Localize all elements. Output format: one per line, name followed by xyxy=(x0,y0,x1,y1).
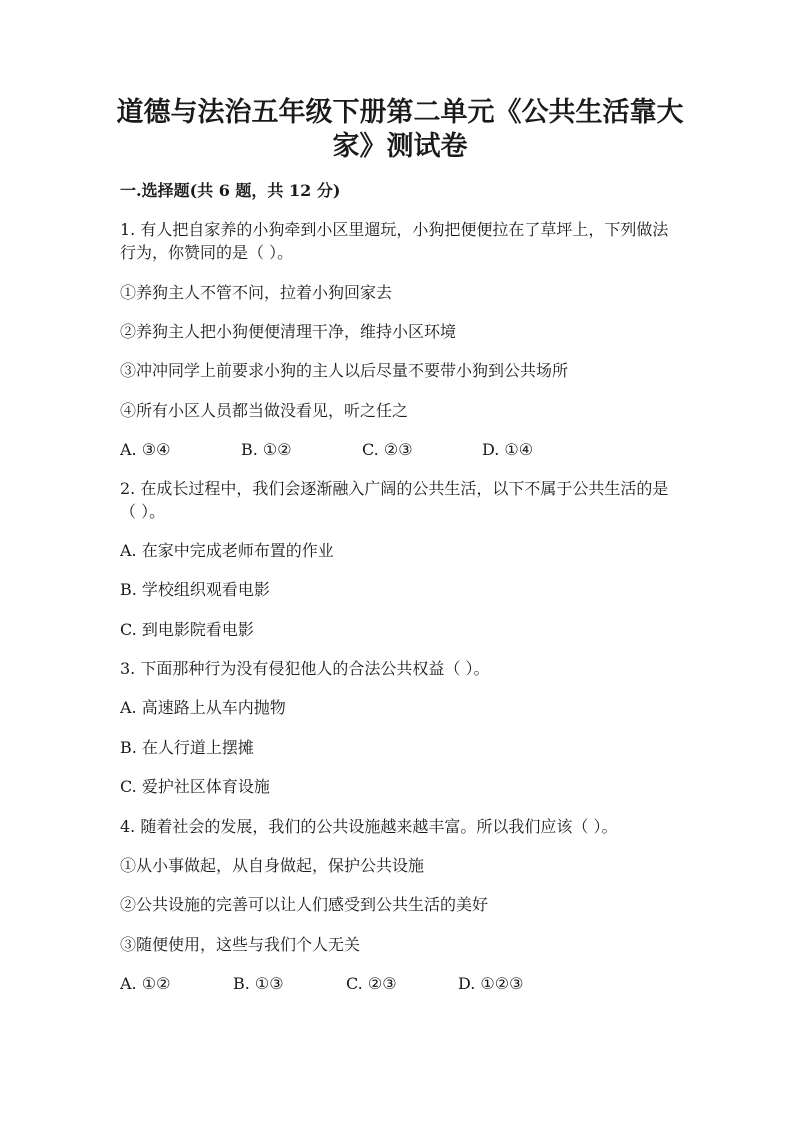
question-1-option-d[interactable]: D. ①④ xyxy=(482,440,534,459)
question-2-option-c[interactable]: C. 到电影院看电影 xyxy=(120,620,254,639)
question-4-option-a[interactable]: A. ①② xyxy=(120,974,171,993)
question-4-option-b[interactable]: B. ①③ xyxy=(233,974,284,993)
question-4-statement-1: ①从小事做起，从自身做起，保护公共设施 xyxy=(120,856,425,875)
question-1-statement-2: ②养狗主人把小狗便便清理干净，维持小区环境 xyxy=(120,322,457,341)
question-1-statement-4: ④所有小区人员都当做没看见，听之任之 xyxy=(120,401,409,420)
question-4-statement-3: ③随便使用，这些与我们个人无关 xyxy=(120,935,361,954)
question-2-option-b[interactable]: B. 学校组织观看电影 xyxy=(120,580,270,599)
question-4-option-d[interactable]: D. ①②③ xyxy=(458,974,524,993)
question-3-stem-line-1: 3. 下面那种行为没有侵犯他人的合法公共权益（ ）。 xyxy=(120,659,490,678)
question-1-option-a[interactable]: A. ③④ xyxy=(120,440,171,459)
question-4-stem-line-1: 4. 随着社会的发展，我们的公共设施越来越丰富。所以我们应该（ ）。 xyxy=(120,817,618,836)
section-heading: 一.选择题(共 6 题，共 12 分) xyxy=(120,181,341,200)
question-1-option-c[interactable]: C. ②③ xyxy=(362,440,413,459)
question-4-option-c[interactable]: C. ②③ xyxy=(346,974,397,993)
question-1-stem-line-1: 1. 有人把自家养的小狗牵到小区里遛玩，小狗把便便拉在了草坪上，下列做法 xyxy=(120,220,669,239)
question-2-option-a[interactable]: A. 在家中完成老师布置的作业 xyxy=(120,541,334,560)
question-1-option-b[interactable]: B. ①② xyxy=(241,440,292,459)
question-1-stem-line-2: 行为，你赞同的是（ ）。 xyxy=(120,243,294,262)
question-2-stem-line-2: （ ）。 xyxy=(120,502,166,521)
question-1-statement-1: ①养狗主人不管不问，拉着小狗回家去 xyxy=(120,283,393,302)
question-3-option-a[interactable]: A. 高速路上从车内抛物 xyxy=(120,698,286,717)
page-title-line-2: 家》测试卷 xyxy=(332,131,468,162)
question-3-option-c[interactable]: C. 爱护社区体育设施 xyxy=(120,777,270,796)
question-3-option-b[interactable]: B. 在人行道上摆摊 xyxy=(120,738,254,757)
question-1-statement-3: ③冲冲同学上前要求小狗的主人以后尽量不要带小狗到公共场所 xyxy=(120,361,569,380)
question-2-stem-line-1: 2. 在成长过程中，我们会逐渐融入广阔的公共生活，以下不属于公共生活的是 xyxy=(120,479,669,498)
question-4-statement-2: ②公共设施的完善可以让人们感受到公共生活的美好 xyxy=(120,895,489,914)
page-title-line-1: 道德与法治五年级下册第二单元《公共生活靠大 xyxy=(116,97,684,128)
